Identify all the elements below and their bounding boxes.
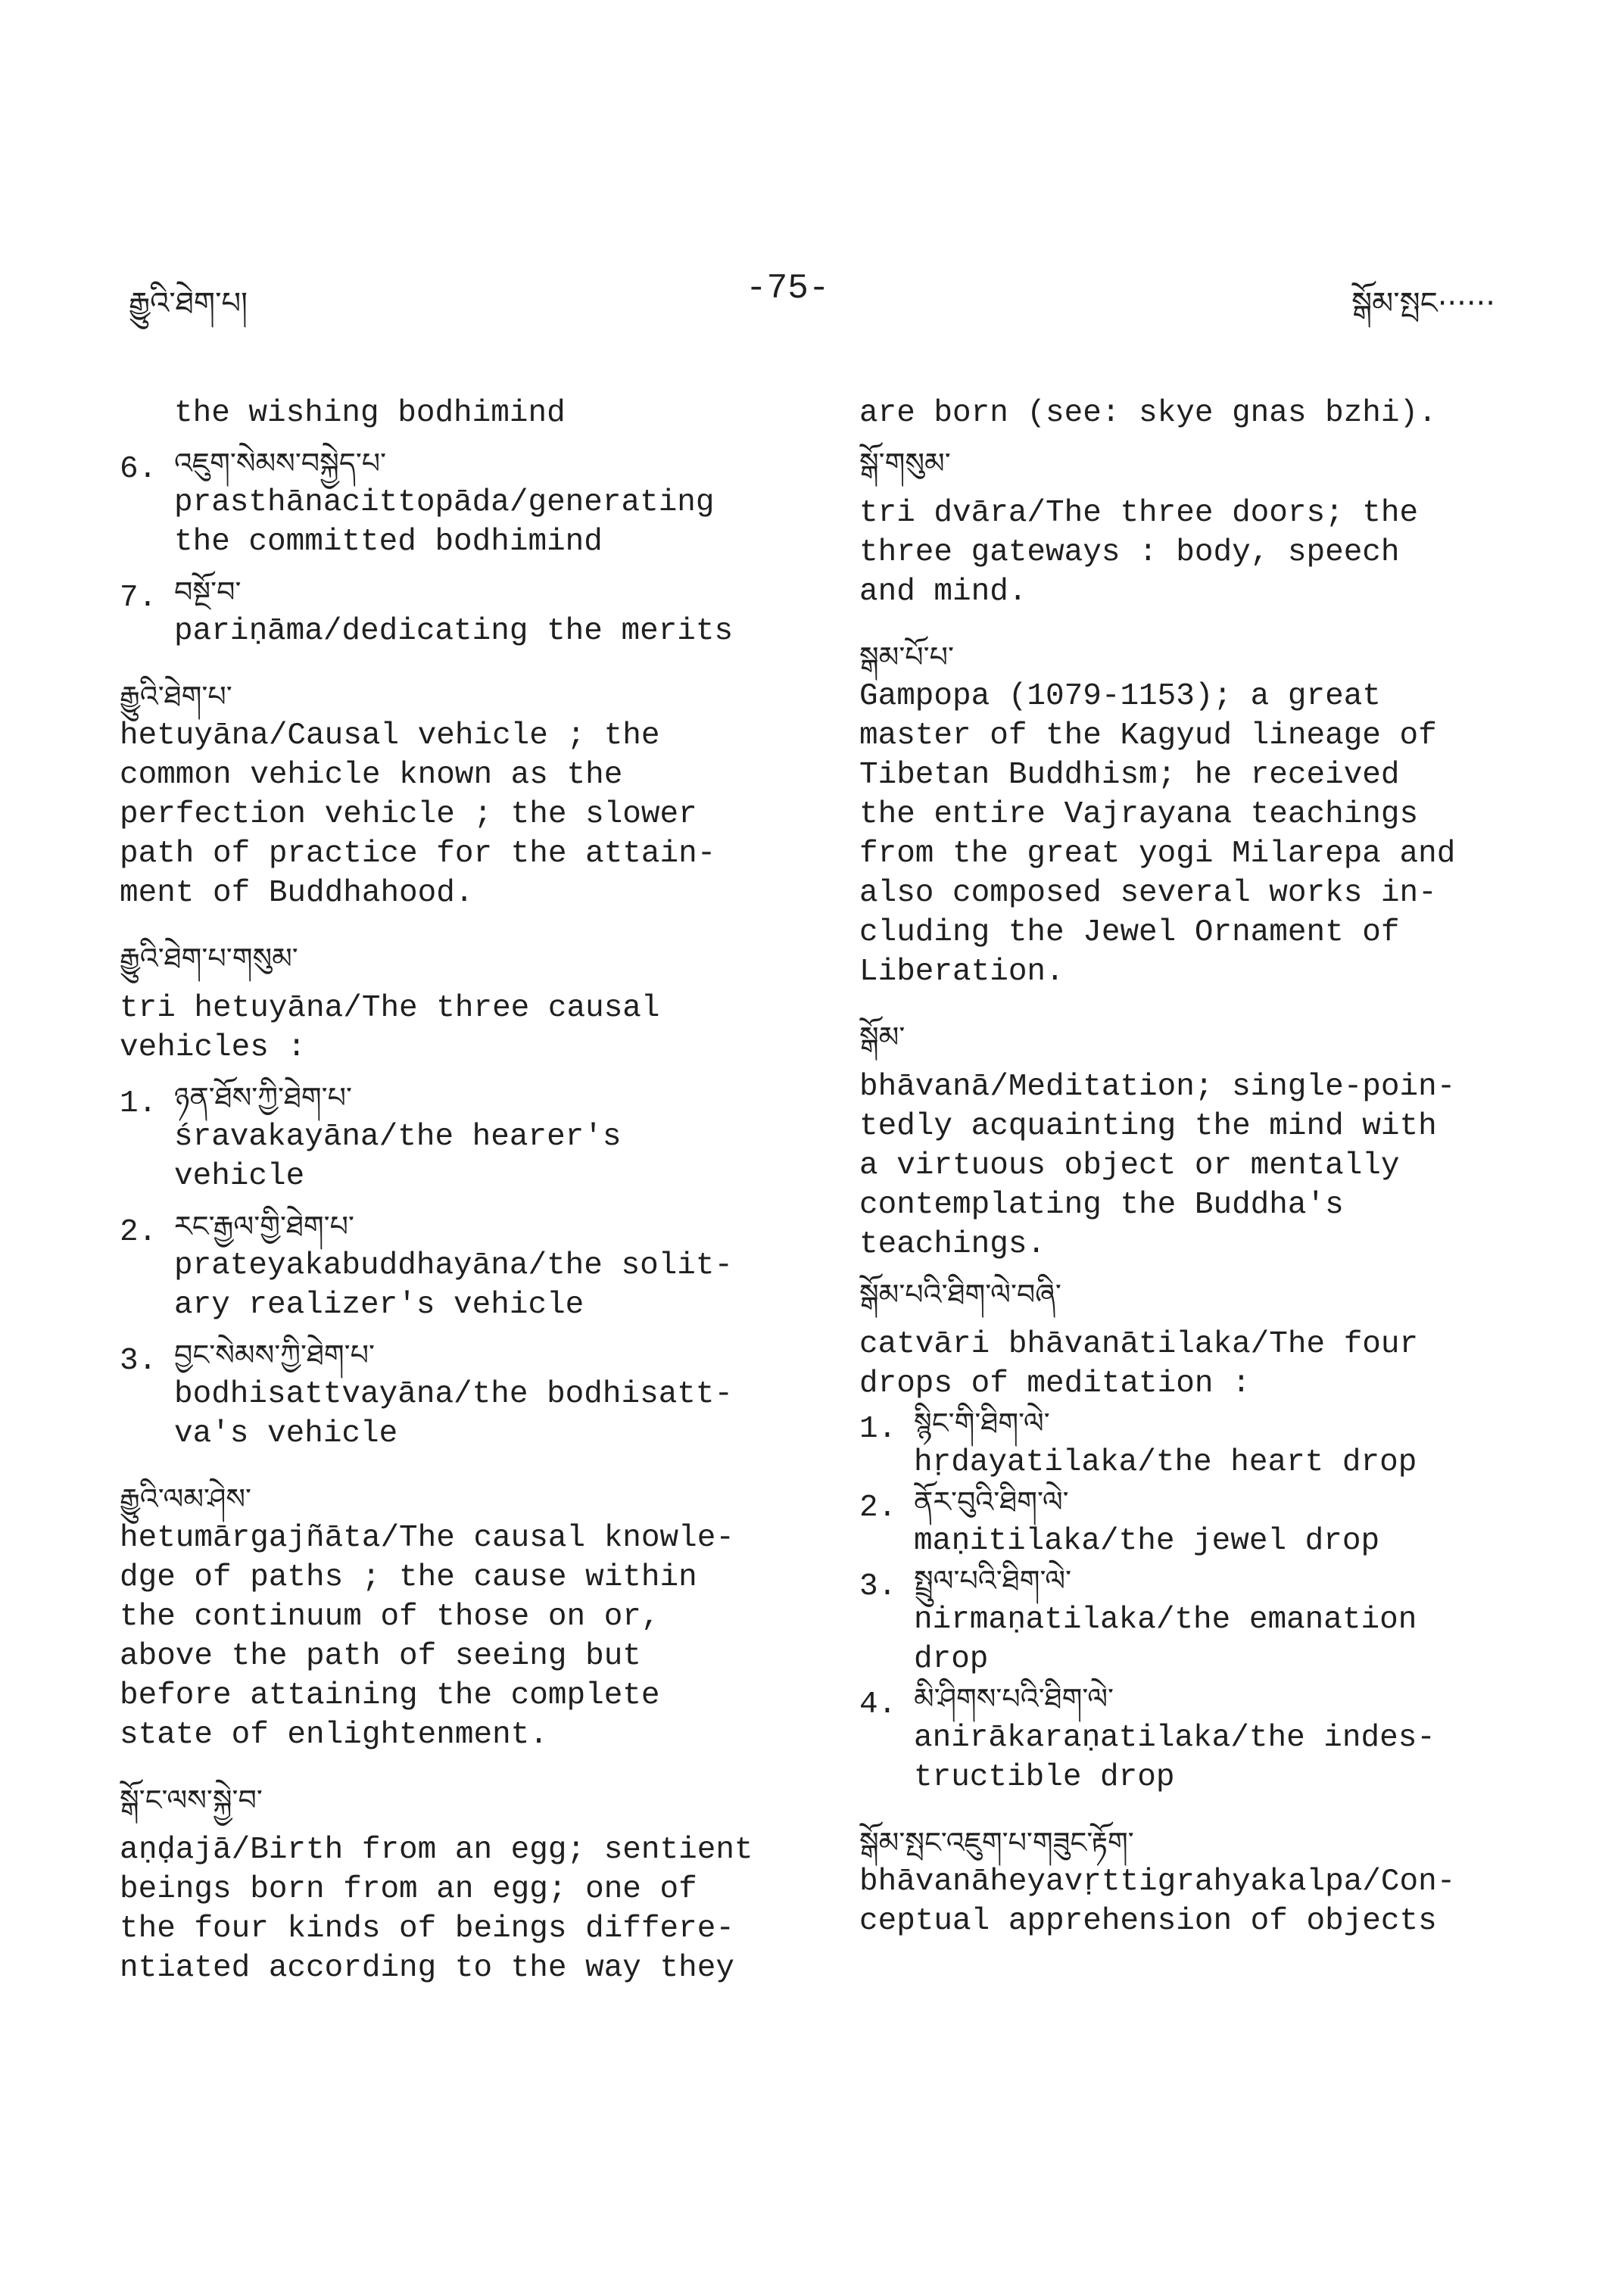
- entry-definition: tri dvāra/The three doors; the three gateways : body, speech and mind.: [859, 496, 1419, 609]
- definition-text: śravakayāna/the hearer's vehicle: [174, 1120, 622, 1194]
- dictionary-entry: [120, 1479, 801, 1755]
- list-number: 2.: [120, 1215, 157, 1250]
- definition-text: nirmaṇatilaka/the emanation drop: [914, 1603, 1417, 1677]
- list-number: 4.: [859, 1687, 897, 1722]
- dictionary-entry: [859, 1275, 1541, 1797]
- definition-text: prasthānacittopāda/generating the committed bodhimind: [174, 485, 715, 559]
- tibetan-term: འཇུག་སེམས་བསྐྱེད་པ་: [174, 447, 387, 480]
- tibetan-term: མི་ཤིགས་པའི་ཐིག་ལེ་: [914, 1682, 1114, 1715]
- list-item: [859, 1679, 1541, 1797]
- tibetan-headword: སྒམ་པོ་པ་: [859, 640, 954, 674]
- running-head-right: སྒོམ་སྤང······: [1351, 286, 1495, 321]
- list-item: [859, 1404, 1541, 1482]
- tibetan-term: སྙིང་གི་ཐིག་ལེ་: [914, 1407, 1050, 1440]
- dictionary-entry: [859, 637, 1541, 992]
- tibetan-term: ནོར་བུའི་ཐིག་ལེ་: [914, 1485, 1069, 1519]
- dictionary-entry: [859, 1823, 1541, 1941]
- list-number: 7.: [120, 581, 157, 615]
- continued-text: the wishing bodhimind: [174, 396, 566, 431]
- tibetan-term: བསྔོ་བ་: [174, 575, 242, 609]
- dictionary-entry: [120, 1781, 801, 1988]
- tibetan-headword: སྒོམ་པའི་ཐིག་ལེ་བཞི་: [859, 1278, 1061, 1311]
- list-item: [120, 1207, 801, 1325]
- definition-text: prateyakabuddhayāna/the solit- ary realizer's vehicle: [174, 1248, 734, 1323]
- tibetan-headword: རྒྱུའི་ཐེག་པ་གསུམ་: [120, 942, 298, 975]
- continued-text: are born (see: skye gnas bzhi).: [859, 396, 1437, 431]
- definition-text: pariṇāma/dedicating the merits: [174, 614, 734, 649]
- entry-definition: catvāri bhāvanātilaka/The four drops of meditation :: [859, 1327, 1419, 1401]
- entry-definition: hetuyāna/Causal vehicle ; the common vehicle known as the perfection vehicle ; the slower path of practice for the attain- ment of Buddhahood.: [120, 718, 716, 911]
- tibetan-term: སྤྲུལ་པའི་ཐིག་ལེ་: [914, 1564, 1072, 1597]
- list-number: 1.: [859, 1412, 897, 1447]
- definition-text: bodhisattvayāna/the bodhisatt- va's vehicle: [174, 1377, 734, 1451]
- entry-definition: bhāvanāheyavṛttigrahyakalpa/Con- ceptual apprehension of objects: [859, 1865, 1456, 1939]
- list-item: [859, 1561, 1541, 1679]
- dictionary-entry: [859, 444, 1541, 612]
- entry-definition: bhāvanā/Meditation; single-poin- tedly acquainting the mind with a virtuous object or mentally contemplating the Buddha's teachings.: [859, 1070, 1456, 1262]
- definition-text: anirākaraṇatilaka/the indes- tructible drop: [914, 1721, 1435, 1795]
- list-item: [120, 1078, 801, 1196]
- tibetan-term: རང་རྒྱལ་གྱི་ཐེག་པ་: [174, 1210, 354, 1243]
- definition-text: maṇitilaka/the jewel drop: [914, 1524, 1380, 1559]
- page-number: -75-: [746, 269, 830, 308]
- running-head-left: རྒྱུའི་ཐེག་པ།: [129, 286, 248, 321]
- tibetan-headword: རྒྱུའི་ལམ་ཤེས་: [120, 1482, 252, 1516]
- list-item: [120, 444, 801, 562]
- list-number: 3.: [120, 1344, 157, 1379]
- definition-text: hṛdayatilaka/the heart drop: [914, 1445, 1417, 1480]
- list-number: 2.: [859, 1491, 897, 1525]
- entry-definition: aṇḍajā/Birth from an egg; sentient beings born from an egg; one of the four kinds of beings differe- ntiated according to the way they: [120, 1833, 753, 1986]
- list-number: 1.: [120, 1086, 157, 1121]
- dictionary-entry: [859, 1017, 1541, 1264]
- tibetan-headword: སྒོམ་སྤང་འཇུག་པ་གཟུང་རྟོག་: [859, 1826, 1134, 1859]
- entry-definition: Gampopa (1079-1153); a great master of the Kagyud lineage of Tibetan Buddhism; he received the entire Vajrayana teachings from the great yogi Milarepa and also composed several works in- cluding the Jewel Ornament of Liberation.: [859, 679, 1456, 989]
- entry-definition: hetumārgajñāta/The causal knowle- dge of paths ; the cause within the continuum of those on or, above the path of seeing but before attaining the complete state of enlightenment.: [120, 1521, 734, 1752]
- dictionary-entry: [120, 677, 801, 913]
- list-number: 6.: [120, 452, 157, 487]
- entry-definition: tri hetuyāna/The three causal vehicles :: [120, 991, 660, 1065]
- tibetan-headword: སྒོ་ང་ལས་སྐྱེ་བ་: [120, 1784, 263, 1817]
- list-number: 3.: [859, 1569, 897, 1604]
- list-item: [120, 1335, 801, 1453]
- right-column: [859, 394, 1541, 1941]
- tibetan-headword: རྒྱུའི་ཐེག་པ་: [120, 680, 232, 713]
- left-column: [120, 394, 801, 1988]
- dictionary-entry: [120, 939, 801, 1453]
- tibetan-headword: སྒོམ་: [859, 1020, 906, 1054]
- tibetan-term: བྱང་སེམས་ཀྱི་ཐེག་པ་: [174, 1338, 375, 1372]
- list-item: [859, 1482, 1541, 1561]
- tibetan-term: ཉན་ཐོས་ཀྱི་ཐེག་པ་: [174, 1081, 352, 1114]
- list-item: [120, 572, 801, 651]
- tibetan-headword: སྒོ་གསུམ་: [859, 447, 951, 480]
